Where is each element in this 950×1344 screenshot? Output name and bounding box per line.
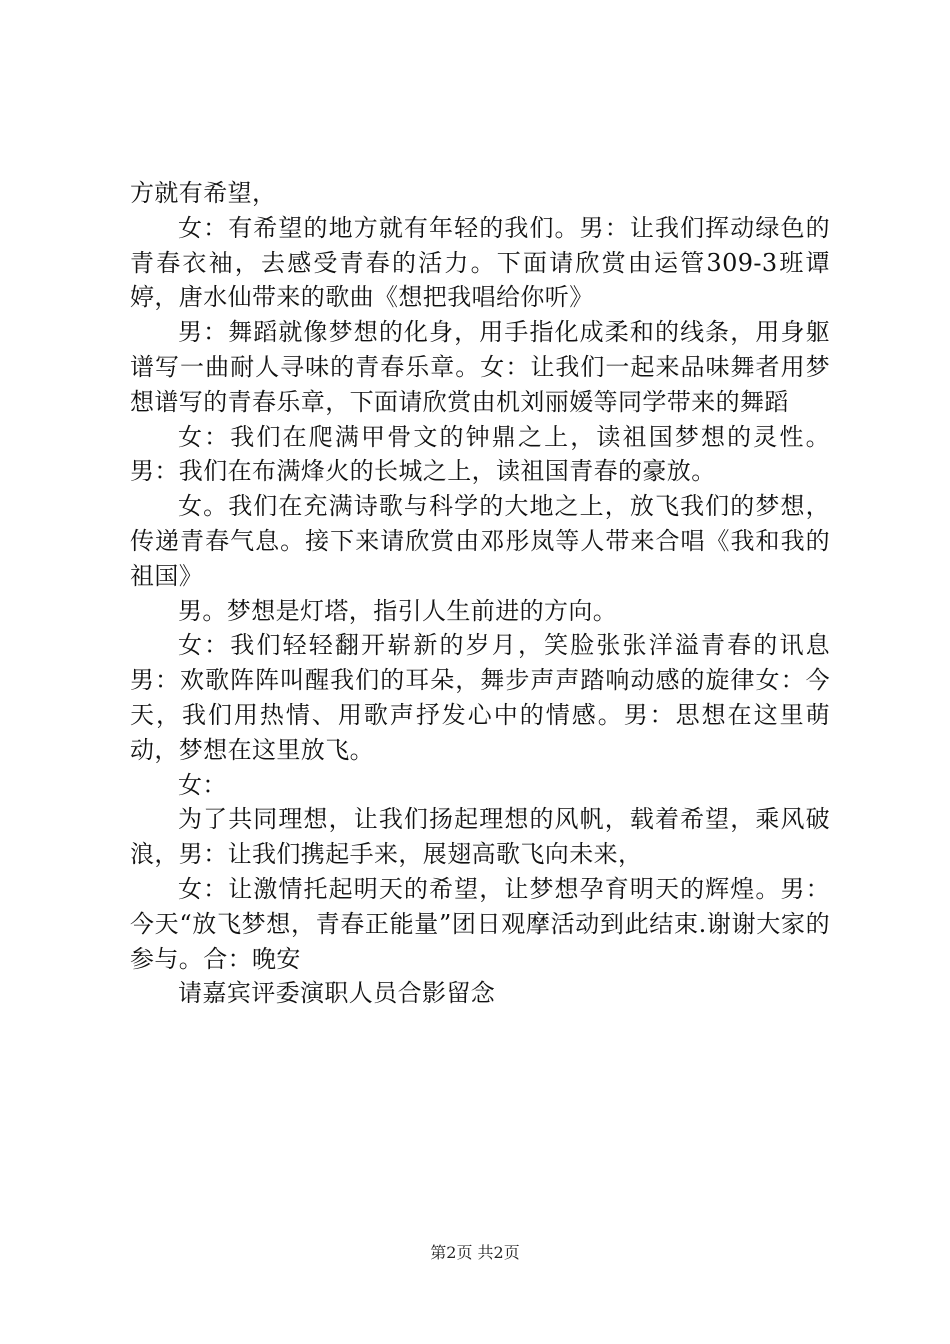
paragraph: 方就有希望， [130,179,277,207]
paragraph: 女：我们在爬满甲骨文的钟鼎之上，读祖国梦想的灵性。男：我们在布满烽火的长城之上，读祖国青春的豪放。 [130,422,830,486]
paragraph: 女： [178,770,227,799]
page-footer: 第2页 共2页 [430,1243,520,1262]
paragraph: 男。梦想是灯塔，指引人生前进的方向。 [178,596,618,625]
paragraph: 女：有希望的地方就有年轻的我们。男：让我们挥动绿色的青春衣袖，去感受青春的活力。下面请欣赏由运管309-3班谭婷，唐水仙带来的歌曲《想把我唱给你听》 [130,213,830,312]
paragraph: 请嘉宾评委演职人员合影留念 [178,979,496,1008]
paragraph: 女：让激情托起明天的希望，让梦想孕育明天的辉煌。男：今天“放飞梦想，青春正能量”团日观摩活动到此结束.谢谢大家的参与。合：晚安 [130,874,830,973]
paragraph: 为了共同理想，让我们扬起理想的风帆，载着希望，乘风破浪，男：让我们携起手来，展翅高歌飞向未来， [130,805,830,869]
paragraph: 女：我们轻轻翻开崭新的岁月，笑脸张张洋溢青春的讯息男：欢歌阵阵叫醒我们的耳朵，舞步声声踏响动感的旋律女：今天，我们用热情、用歌声抒发心中的情感。男：思想在这里萌动，梦想在这里放飞。 [130,631,830,764]
paragraph: 女。我们在充满诗歌与科学的大地之上，放飞我们的梦想，传递青春气息。接下来请欣赏由邓彤岚等人带来合唱《我和我的祖国》 [130,492,830,590]
paragraph: 男：舞蹈就像梦想的化身，用手指化成柔和的线条，用身躯谱写一曲耐人寻味的青春乐章。女：让我们一起来品味舞者用梦想谱写的青春乐章，下面请欣赏由机刘丽媛等同学带来的舞蹈 [130,318,830,416]
document-body [130,176,830,1011]
